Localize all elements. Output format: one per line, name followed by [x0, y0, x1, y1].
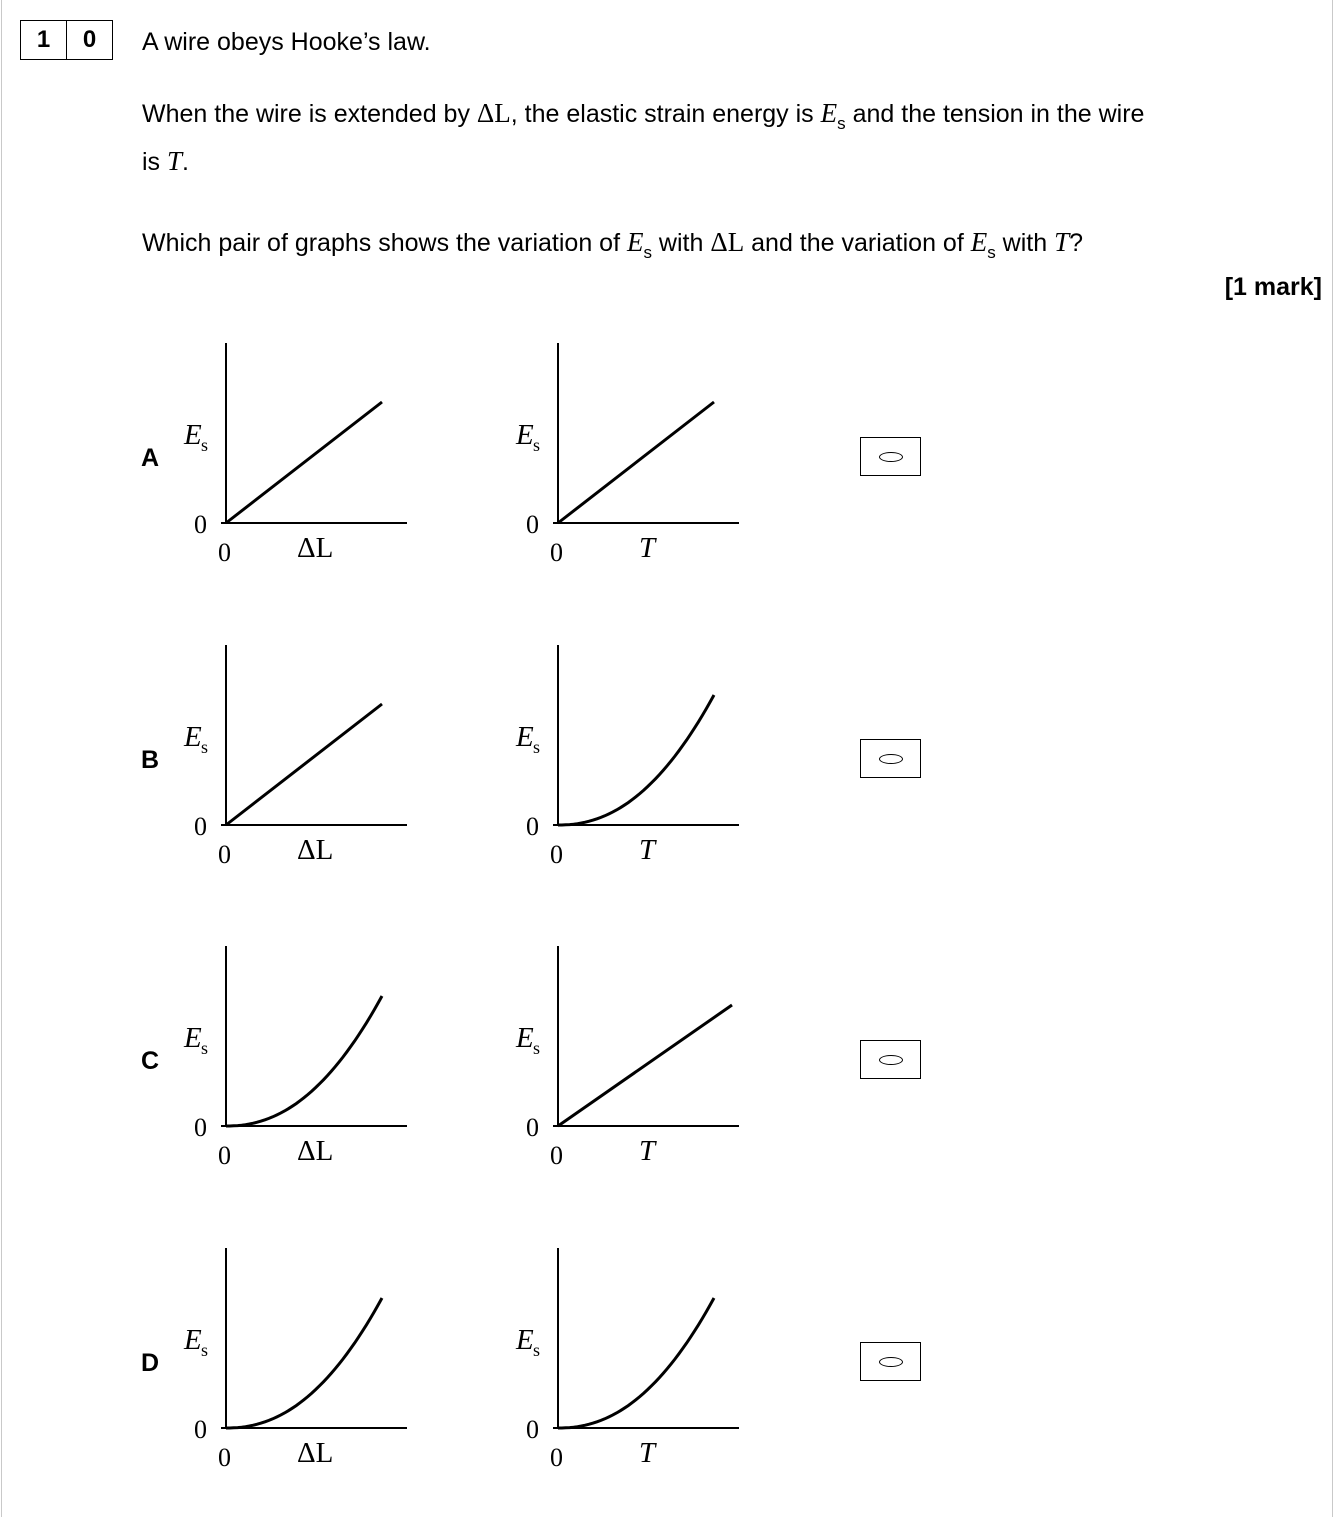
graph-d-left — [180, 1245, 420, 1475]
x-tick-label-zero: 0 — [218, 840, 231, 869]
y-tick-label-zero: 0 — [526, 1415, 539, 1444]
graph-a-right — [512, 340, 752, 570]
y-axis-label-subscript: s — [533, 1038, 541, 1058]
option-letter-a: A — [141, 444, 160, 472]
page-left-border — [1, 0, 2, 1517]
question-line-3: is T. — [142, 146, 189, 176]
graph-curve-quadratic — [558, 695, 714, 825]
y-axis-label-subscript: s — [533, 1340, 541, 1360]
option-letter-b: B — [141, 746, 160, 774]
y-axis-label: E — [184, 721, 202, 753]
graph-a-left — [180, 340, 420, 570]
y-axis-label: E — [184, 1324, 202, 1356]
graph-d-right — [512, 1245, 752, 1475]
graph-c-left — [180, 943, 420, 1173]
answer-oval-icon — [879, 1055, 903, 1065]
question-intro: A wire obeys Hooke’s law. — [142, 28, 431, 56]
x-tick-label-zero: 0 — [550, 538, 563, 567]
x-axis-label: T — [639, 532, 656, 564]
y-axis-label: E — [184, 1022, 202, 1054]
page-right-border — [1332, 0, 1333, 1517]
graph-curve-quadratic — [558, 1298, 714, 1428]
answer-box-b[interactable] — [860, 739, 921, 778]
marks-label: [1 mark] — [1224, 273, 1322, 301]
answer-box-c[interactable] — [860, 1040, 921, 1079]
question-prompt: Which pair of graphs shows the variation of $E_s$ with ΔL and the variation of $E_s$ with T? — [142, 227, 1084, 262]
y-axis-label: E — [184, 419, 202, 451]
y-tick-label-zero: 0 — [194, 510, 207, 539]
y-tick-label-zero: 0 — [194, 1415, 207, 1444]
x-axis-label: ΔL — [297, 834, 334, 866]
y-tick-label-zero: 0 — [526, 1113, 539, 1142]
x-axis-label: T — [639, 1437, 656, 1469]
graph-b-right — [512, 642, 752, 872]
graph-curve-linear — [226, 402, 382, 523]
question-number-digit: 0 — [66, 21, 112, 59]
x-tick-label-zero: 0 — [550, 1141, 563, 1170]
y-tick-label-zero: 0 — [526, 812, 539, 841]
graph-curve-quadratic — [226, 1298, 382, 1428]
y-tick-label-zero: 0 — [194, 812, 207, 841]
x-tick-label-zero: 0 — [218, 1443, 231, 1472]
answer-oval-icon — [879, 452, 903, 462]
graph-curve-linear — [558, 402, 714, 523]
y-axis-label: E — [516, 1324, 534, 1356]
x-axis-label: ΔL — [297, 1437, 334, 1469]
y-axis-label-subscript: s — [201, 1340, 209, 1360]
graph-b-left — [180, 642, 420, 872]
y-axis-label-subscript: s — [201, 435, 209, 455]
y-axis-label: E — [516, 419, 534, 451]
answer-box-a[interactable] — [860, 437, 921, 476]
graph-curve-linear — [558, 1005, 732, 1126]
answer-oval-icon — [879, 1357, 903, 1367]
graph-curve-linear — [226, 704, 382, 825]
y-axis-label-subscript: s — [533, 435, 541, 455]
answer-box-d[interactable] — [860, 1342, 921, 1381]
graph-curve-quadratic — [226, 996, 382, 1126]
x-tick-label-zero: 0 — [550, 840, 563, 869]
y-axis-label: E — [516, 1022, 534, 1054]
x-axis-label: T — [639, 1135, 656, 1167]
option-letter-d: D — [141, 1349, 160, 1377]
graph-c-right — [512, 943, 752, 1173]
question-number-box — [20, 20, 113, 60]
x-axis-label: ΔL — [297, 532, 334, 564]
option-letter-c: C — [141, 1047, 160, 1075]
x-tick-label-zero: 0 — [550, 1443, 563, 1472]
answer-oval-icon — [879, 754, 903, 764]
question-number-digit: 1 — [36, 26, 51, 53]
y-axis-label-subscript: s — [201, 1038, 209, 1058]
x-axis-label: T — [639, 834, 656, 866]
x-tick-label-zero: 0 — [218, 538, 231, 567]
y-axis-label-subscript: s — [533, 737, 541, 757]
y-axis-label-subscript: s — [201, 737, 209, 757]
y-axis-label: E — [516, 721, 534, 753]
y-tick-label-zero: 0 — [194, 1113, 207, 1142]
question-line-2: When the wire is extended by ΔL, the elastic strain energy is $E_s$ and the tension in the wire — [142, 98, 1145, 133]
x-tick-label-zero: 0 — [218, 1141, 231, 1170]
x-axis-label: ΔL — [297, 1135, 334, 1167]
y-tick-label-zero: 0 — [526, 510, 539, 539]
